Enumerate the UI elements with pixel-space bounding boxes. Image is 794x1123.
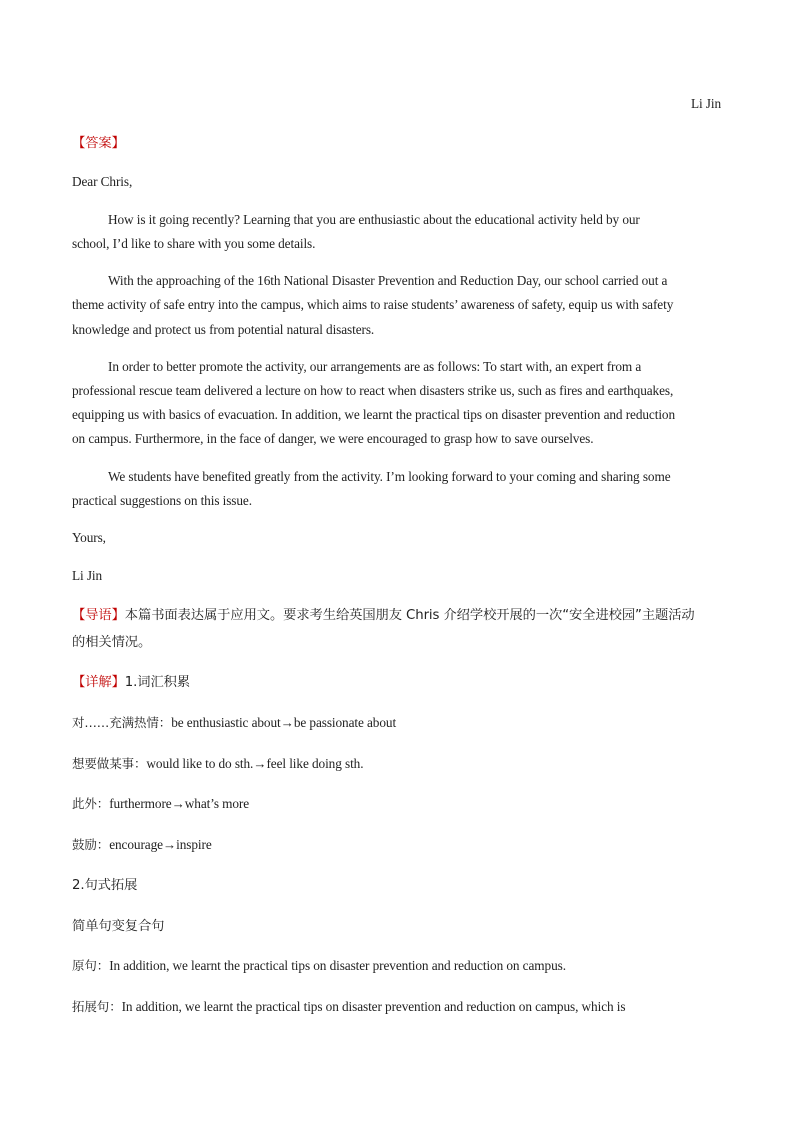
sentence-heading-text: 2.句式拓展 — [72, 878, 138, 893]
letter-closing: Yours, — [72, 530, 106, 545]
sentence-subheading-text: 简单句变复合句 — [72, 919, 165, 934]
answer-tag: 【答案】 — [72, 136, 125, 151]
vocab-item — [72, 792, 724, 816]
paragraph-3-line-3: equipping us with basics of evacuation. In addition, we learnt the practical tips on disaster prevention and reduction — [72, 407, 676, 422]
paragraph-3-line-2: professional rescue team delivered a lecture on how to react when disasters strike us, such as fires and earthquakes, — [72, 383, 674, 398]
paragraph-2-line-2: theme activity of safe entry into the campus, which aims to raise students’ awareness of safety, equip us with safety — [72, 297, 674, 312]
detail-heading — [72, 670, 724, 695]
paragraph-2-line-3: knowledge and protect us from potential natural disasters. — [72, 322, 375, 337]
paragraph-1-line-1: How is it going recently? Learning that you are enthusiastic about the educational activity held by our — [108, 212, 640, 227]
vocab-text: be enthusiastic about→be passionate about — [171, 715, 397, 730]
paragraph-1-line-2: school, I’d like to share with you some details. — [72, 236, 316, 251]
original-sentence — [72, 954, 724, 978]
guide-text-2: 的相关情况。 — [72, 635, 152, 650]
vocab-label: 想要做某事： — [72, 756, 147, 771]
vocab-label: 鼓励： — [72, 837, 110, 852]
vocab-text: encourage→inspire — [109, 837, 212, 852]
guide-text-1: 本篇书面表达属于应用文。要求考生给英国朋友 Chris 介绍学校开展的一次“安全进校园”主题活动 — [124, 608, 695, 623]
paragraph-3-line-1: In order to better promote the activity, our arrangements are as follows: To start with, an expert from a — [108, 359, 642, 374]
expanded-label: 拓展句： — [72, 999, 122, 1014]
signature-top: Li Jin — [690, 96, 721, 111]
paragraph-2-line-1: With the approaching of the 16th National Disaster Prevention and Reduction Day, our school carried out a — [108, 273, 668, 288]
paragraph-4-line-2: practical suggestions on this issue. — [72, 493, 252, 508]
guide-line-1 — [72, 603, 724, 628]
vocab-item — [72, 833, 724, 857]
answer-heading — [72, 131, 724, 156]
letter-greeting: Dear Chris, — [72, 174, 133, 189]
guide-tag: 【导语】 — [72, 608, 125, 623]
vocab-item — [72, 711, 724, 735]
paragraph-4-line-1: We students have benefited greatly from the activity. I’m looking forward to your coming and sharing some — [108, 469, 671, 484]
vocab-item — [72, 752, 724, 776]
original-label: 原句： — [72, 958, 110, 973]
vocab-text: would like to do sth.→feel like doing sth. — [146, 756, 364, 771]
vocab-text: furthermore→what’s more — [109, 796, 250, 811]
vocab-label: 对……充满热情： — [72, 715, 172, 730]
detail-tag: 【详解】 — [72, 675, 125, 690]
sentence-heading — [72, 873, 724, 898]
vocab-heading: 1.词汇积累 — [124, 675, 191, 690]
guide-line-2 — [72, 630, 724, 655]
expanded-sentence — [72, 995, 724, 1019]
vocab-label: 此外： — [72, 796, 110, 811]
sentence-subheading — [72, 914, 724, 939]
original-text: In addition, we learnt the practical tips on disaster prevention and reduction on campus. — [109, 958, 566, 973]
letter-signature: Li Jin — [72, 568, 103, 583]
expanded-text: In addition, we learnt the practical tips on disaster prevention and reduction on campus, which is — [121, 999, 626, 1014]
paragraph-3-line-4: on campus. Furthermore, in the face of danger, we were encouraged to grasp how to save ourselves. — [72, 431, 594, 446]
